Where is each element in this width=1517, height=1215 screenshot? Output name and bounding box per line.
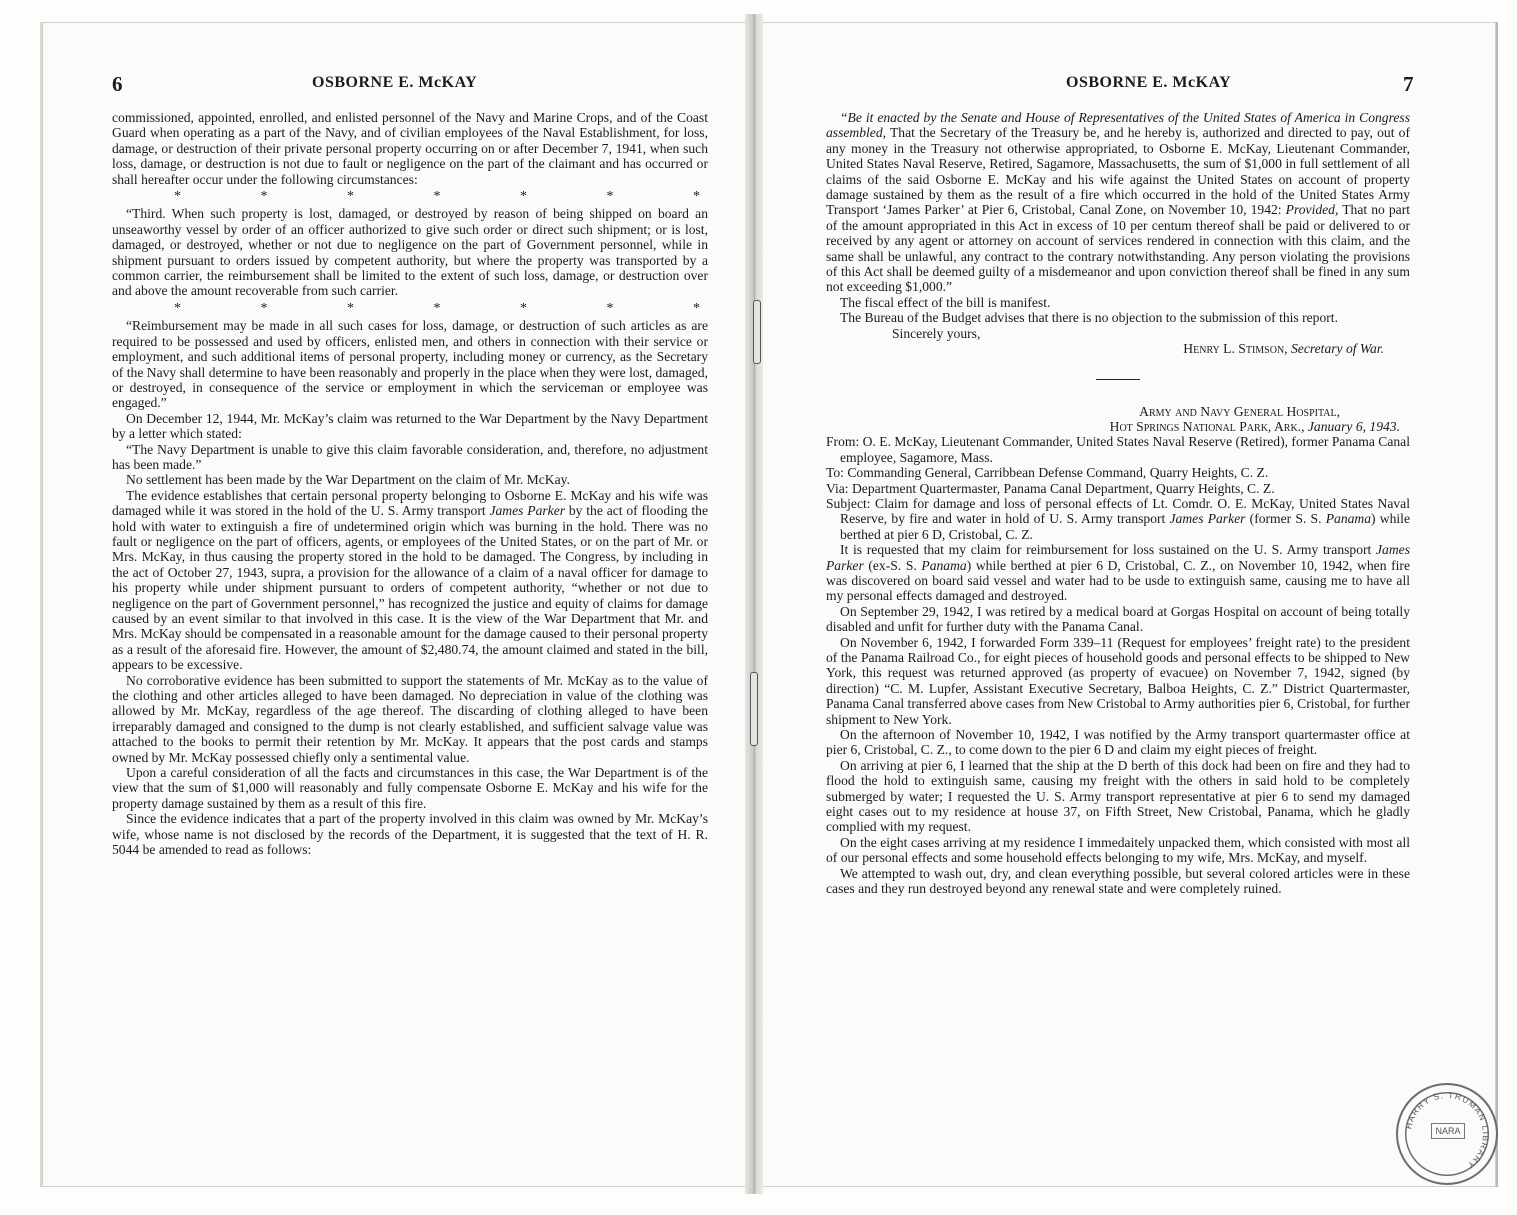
ellipsis-stars-2: * * * * * * * (174, 300, 700, 316)
running-head-right: OSBORNE E. McKAY (1066, 74, 1232, 91)
paragraph-evidence: The evidence establishes that certain personal property belonging to Osborne E. McKay and his wife was damaged while it was stored in the hold of the U. S. Army transport James Parker by the act of flooding the hold with water to extinguish a fire of undetermined origin which was burning in the hold. There was no fault or negligence on the part of officers, agents, or employees of the United States, or on the part of Mr. or Mrs. McKay, in thus causing the property stored in the hold to be damaged. The Congress, by including in the act of October 27, 1943, supra, a provision for the allowance of a claim of a naval officer for damage to his property while under shipment pursuant to orders of competent authority, “whether or not due to negligence on the part of Government personnel,” has recognized the justice and equity of claims for damage caused by an event similar to that involved in this case. It is the view of the War Department that Mr. and Mrs. McKay should be compensated in a reasonable amount for the damage caused to their personal property as a result of the aforesaid fire. However, the amount of $2,480.74, the amount claimed and stated in the bill, appears to be excessive. (112, 487, 709, 673)
paragraph-enactment: “Be it enacted by the Senate and House of Representatives of the United States of America in Congress assembled, That the Secretary of the Treasury be, and he hereby is, authorized and directed to pay, out of any money in the Treasury not otherwise appropriated, to Osborne E. McKay, Lieutenant Commander, United States Naval Reserve, Retired, Sagamore, Massachusetts, the sum of $1,000 in full settlement of all claims of the said Osborne E. McKay and his wife against the United States on account of property damage sustained by them as the result of a fire which occurred in the hold of the United States Army Transport ‘James Parker’ at Pier 6, Cristobal, Canal Zone, on November 10, 1942: Provided, That no part of the amount appropriated in this Act in excess of 10 per centum thereof shall be paid or delivered to or received by any agent or attorney on account of services rendered in connection with this claim, and the same shall be unlawful, any contract to the contrary notwithstanding. Any person violating the provisions of this Act shall be deemed guilty of a misdemeanor and upon conviction thereof shall be fined in any sum not exceeding $1,000.” (826, 110, 1410, 295)
letter-from: From: O. E. McKay, Lieutenant Commander, United States Naval Reserve (Retired), former Panama Canal employee, Sagamore, Mass. (826, 434, 1410, 465)
ellipsis-stars-1: * * * * * * * (174, 189, 700, 205)
truman-library-stamp (1396, 1083, 1498, 1185)
paragraph-reimbursement: “Reimbursement may be made in all such cases for loss, damage, or destruction of such articles as are required to be possessed and used by officers, enlisted men, and others in connection with their service or employment, and such additional items of personal property, including money or currency, as the Secretary of the Navy shall determine to have been reasonably and properly in the place when they were lost, damaged, or destroyed, in consequence of the service or employment in which the serviceman or employee was engaged.” (112, 318, 708, 411)
running-head-left: OSBORNE E. McKAY (312, 74, 478, 91)
right-page-body (826, 110, 1410, 897)
signature-line: Henry L. Stimson, Secretary of War. (1183, 341, 1384, 357)
paragraph-intro: commissioned, appointed, enrolled, and enlisted personnel of the Navy and Marine Crops, and of the Coast Guard when operating as a part of the Navy, and of civilian employees of the Naval Establishment, for loss, damage, or destruction of their private personal property occurring on or after December 7, 1941, when such loss, damage, or destruction is not due to fault or negligence on the part of the claimant and has occurred or shall hereafter occur under the following circumstances: (112, 110, 708, 187)
stamp-nara-label: NARA (1431, 1123, 1465, 1139)
binding-staple-bottom (750, 672, 758, 746)
paragraph-no-settlement: No settlement has been made by the War Department on the claim of Mr. McKay. (126, 472, 570, 488)
closing-salutation: Sincerely yours, (892, 325, 981, 341)
hospital-location: Hot Springs National Park, Ark., January 6, 1943. (1109, 418, 1400, 434)
paragraph-upon-consideration: Upon a careful consideration of all the facts and circumstances in this case, the War Department is of the view that the sum of $1,000 will reasonably and fully compensate Osborne E. McKay and his wife for the property damage sustained by them as a result of this fire. (112, 765, 708, 811)
paragraph-december-12: On December 12, 1944, Mr. McKay’s claim was returned to the War Department by the Navy Department by a letter which stated: (112, 410, 708, 442)
paragraph-third: “Third. When such property is lost, damaged, or destroyed by reason of being shipped on board an unseaworthy vessel by order of an officer authorized to give such order or direct such shipment; or is lost, damaged, or destroyed, whether or not due to negligence on the part of Government personnel, while in shipment pursuant to orders issued by competent authority, but where the property was transported by a common carrier, the reimbursement shall be limited to the extent of such loss, damage, or destruction over and above the amount recoverable from such carrier. (112, 206, 708, 299)
binding-gutter (745, 14, 763, 1194)
paragraph-november-6: On November 6, 1942, I forwarded Form 339–11 (Request for employees’ freight rate) to the president of the Panama Railroad Co., for eight pieces of household goods and personal effects to be shipped to New York, this request was returned approved (as property of evacuee) on November 7, 1942, signed (by direction) “C. M. Lupfer, Assistant Executive Secretary, Balboa Heights, C. Z.” District Quartermaster, Panama Canal transferred above cases from New Cristobal to Army authorities pier 6, Cristobal, for further shipment to New York. (826, 634, 1410, 727)
hospital-name: Army and Navy General Hospital, (1139, 403, 1340, 419)
paragraph-since-evidence: Since the evidence indicates that a part of the property involved in this claim was owned by Mr. McKay’s wife, whose name is not disclosed by the records of the Department, it is suggested that the text of H. R. 5044 be amended to read as follows: (112, 811, 708, 858)
page-number-left: 6 (112, 72, 123, 96)
paragraph-request: It is requested that my claim for reimbursement for loss sustained on the U. S. Army transport James Parker (ex-S. S. Panama) while berthed at pier 6 D, Cristobal, C. Z., on November 10, 1942, when fire was discovered on board said vessel and water had to be usde to extinguish same, causing me to have all my personal effects damaged and destroyed. (826, 542, 1410, 604)
paragraph-no-corroborative: No corroborative evidence has been submitted to support the statements of Mr. McKay as to the value of the clothing and other articles alleged to have been damaged. No depreciation in value of the clothing was allowed by Mr. McKay, regardless of the age thereof. The discarding of clothing alleged to have been irreparably damaged and consigned to the dump is not clearly established, and sufficient salvage value was attached to the books to permit their retention by Mr. McKay. It appears that the post cards and stamps owned by Mr. McKay possessed chiefly only a sentimental value. (112, 672, 708, 765)
paragraph-fiscal-effect: The fiscal effect of the bill is manifest. (840, 294, 1051, 310)
letter-heading (826, 404, 1410, 435)
paragraph-november-10: On the afternoon of November 10, 1942, I was notified by the Army transport quartermaster office at pier 6, Cristobal, C. Z., to come down to the pier 6 D and claim my eight pieces of freight. (826, 727, 1410, 758)
paragraph-attempted: We attempted to wash out, dry, and clean everything possible, but several colored articles were in these cases and they run destroyed beyond any renewal state and were completely ruined. (826, 865, 1410, 897)
page-number-right: 7 (1403, 72, 1414, 96)
paragraph-eight-cases: On the eight cases arriving at my residence I immedaitely unpacked them, which consisted with most all of our personal effects and some household effects belonging to my wife, Mrs. McKay, and myself. (826, 834, 1410, 866)
svg-text:HARRY S. TRUMAN LIBRARY: HARRY S. TRUMAN LIBRARY (1403, 1089, 1492, 1171)
paragraph-bureau-budget: The Bureau of the Budget advises that there is no objection to the submission of this report. (840, 310, 1338, 326)
section-divider (1096, 379, 1140, 380)
paragraph-navy-quote: “The Navy Department is unable to give this claim favorable consideration, and, therefore, no adjustment has been made.” (112, 441, 708, 472)
binding-staple-top (753, 300, 761, 364)
letter-to: To: Commanding General, Carribbean Defense Command, Quarry Heights, C. Z. (826, 465, 1269, 481)
paragraph-september-29: On September 29, 1942, I was retired by a medical board at Gorgas Hospital on account of being totally disabled and unfit for further duty with the Panama Canal. (826, 603, 1410, 635)
letter-via: Via: Department Quartermaster, Panama Canal Department, Quarry Heights, C. Z. (826, 480, 1275, 496)
letter-subject: Subject: Claim for damage and loss of personal effects of Lt. Comdr. O. E. McKay, United States Naval Reserve, by fire and water in hold of U. S. Army transport James Parker (former S. S. Panama) while berthed at pier 6 D, Cristobal, C. Z. (826, 495, 1410, 542)
left-page-body (112, 110, 708, 858)
paragraph-arriving: On arriving at pier 6, I learned that the ship at the D berth of this dock had been on fire and they had to flood the hold to extinguish same, causing my freight with the others in said hold to be completely submerged by water; I requested the U. S. Army transport representative at pier 6 to send my damaged eight cases out to my residence at house 37, on Fifth Street, New Cristobal, Panama, which he gladly complied with my request. (826, 757, 1410, 835)
